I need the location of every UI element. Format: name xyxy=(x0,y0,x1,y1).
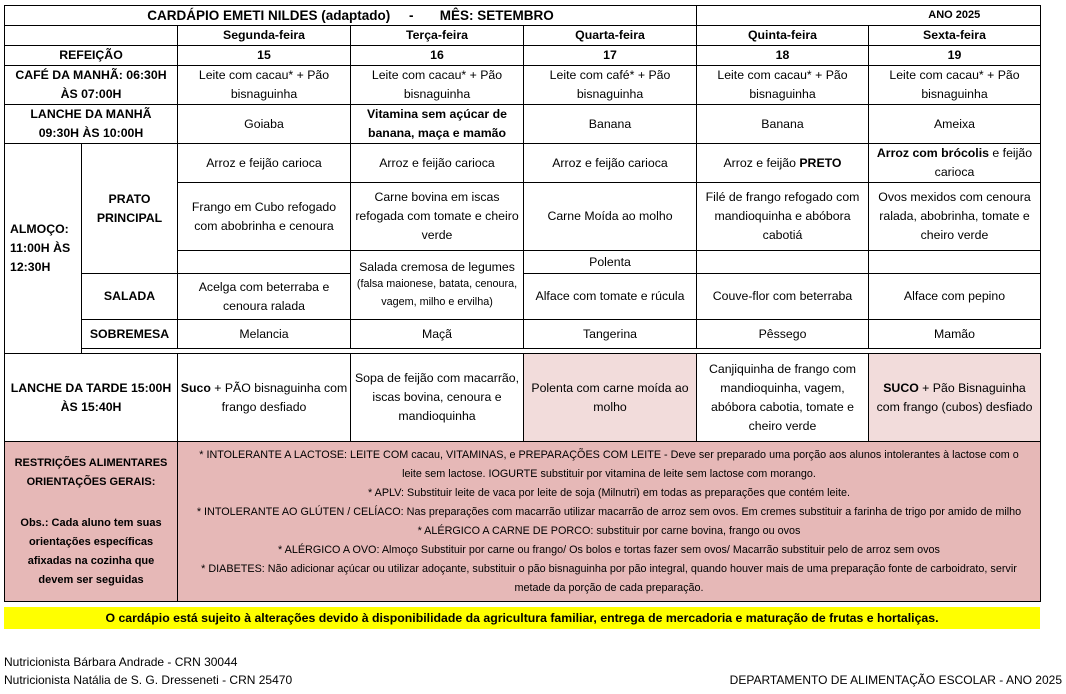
lanche-tarde-cell xyxy=(869,354,1041,442)
blank-cell xyxy=(178,251,351,274)
arroz-cell xyxy=(697,144,869,183)
restricoes-title: RESTRIÇÕES ALIMENTARES ORIENTAÇÕES GERAIS: xyxy=(14,456,168,488)
blank-cell xyxy=(697,6,869,26)
lanche-tarde-cell: Sopa de feijão com macarrão, iscas bovina, cenoura e mandioquinha xyxy=(351,354,524,442)
menu-table xyxy=(4,5,1041,602)
notice-banner: O cardápio está sujeito à alterações devido à disponibilidade da agricultura familiar, entrega de mercadoria e maturação de frutas e hortaliças. xyxy=(4,607,1040,629)
restricao-item: * APLV: Substituir leite de vaca por leite de soja (Milnutri) em todas as preparações que contém leite. xyxy=(368,486,850,499)
sobremesa-cell: Tangerina xyxy=(524,320,697,349)
day-date: 18 xyxy=(697,46,869,66)
lanche-tarde-mon-bold: Suco xyxy=(180,380,211,395)
lanche-tarde-label: LANCHE DA TARDE 15:00H ÀS 15:40H xyxy=(5,354,178,442)
arroz-cell: Arroz e feijão carioca xyxy=(178,144,351,183)
salada-cell: Acelga com beterraba e cenoura ralada xyxy=(178,274,351,320)
restricoes-cell xyxy=(178,442,1041,602)
salada-cell: Alface com pepino xyxy=(869,274,1041,320)
lanche-tarde-cell: Polenta com carne moída ao molho xyxy=(524,354,697,442)
restricoes-label-cell xyxy=(5,442,178,602)
lanche-manha-cell: Banana xyxy=(524,105,697,144)
menu-year: ANO 2025 xyxy=(869,6,1041,26)
blank-cell xyxy=(5,26,178,46)
lanche-manha-cell: Goiaba xyxy=(178,105,351,144)
salada-cremosa-cell xyxy=(351,251,524,320)
salada-cell: Couve-flor com beterraba xyxy=(697,274,869,320)
restricoes-obs: Obs.: Cada aluno tem suas orientações específicas afixadas na cozinha que devem ser seguidas xyxy=(20,516,162,586)
arroz-thu-text: Arroz e feijão xyxy=(723,155,796,170)
day-date: 19 xyxy=(869,46,1041,66)
cafe-cell: Leite com café* + Pão bisnaguinha xyxy=(524,66,697,105)
arroz-fri-bold: Arroz com brócolis xyxy=(876,146,989,160)
cafe-label: CAFÉ DA MANHÃ: 06:30H ÀS 07:00H xyxy=(5,66,178,105)
salada-cremosa-detail: (falsa maionese, batata, cenoura, vagem, milho e ervilha) xyxy=(356,278,518,308)
lanche-tarde-fri-text: + Pão Bisnaguinha com frango (cubos) desfiado xyxy=(876,380,1033,414)
day-date: 15 xyxy=(178,46,351,66)
sobremesa-cell: Mamão xyxy=(869,320,1041,349)
day-name: Quarta-feira xyxy=(524,26,697,46)
lanche-tarde-cell: Canjiquinha de frango com mandioquinha, vagem, abóbora cabotia, tomate e cheiro verde xyxy=(697,354,869,442)
nutricionista-2: Nutricionista Natália de S. G. Dresseneti - CRN 25470 xyxy=(4,673,293,687)
day-date: 16 xyxy=(351,46,524,66)
lanche-manha-label: LANCHE DA MANHÃ 09:30H ÀS 10:00H xyxy=(5,105,178,144)
day-name: Terça-feira xyxy=(351,26,524,46)
sobremesa-cell: Melancia xyxy=(178,320,351,349)
salada-cell: Alface com tomate e rúcula xyxy=(524,274,697,320)
salada-label: SALADA xyxy=(82,274,178,320)
arroz-cell: Arroz e feijão carioca xyxy=(524,144,697,183)
lanche-tarde-fri-bold: SUCO xyxy=(883,380,919,395)
polenta-cell: Polenta xyxy=(524,251,697,274)
blank-cell xyxy=(697,251,869,274)
day-name: Sexta-feira xyxy=(869,26,1041,46)
proteina-cell: Carne bovina em iscas refogada com tomate e cheiro verde xyxy=(351,183,524,251)
lanche-tarde-cell xyxy=(178,354,351,442)
day-name: Quinta-feira xyxy=(697,26,869,46)
cafe-cell: Leite com cacau* + Pão bisnaguinha xyxy=(697,66,869,105)
arroz-cell xyxy=(869,144,1041,183)
restricao-item: * DIABETES: Não adicionar açúcar ou utilizar adoçante, substituir o pão bisnaguinha por pão integral, quando houver mais de uma preparação fonte de carboidrato, servir metade da porção de cada preparação. xyxy=(201,562,1017,594)
day-date: 17 xyxy=(524,46,697,66)
lanche-tarde-mon-text: + PÃO bisnaguinha com frango desfiado xyxy=(210,380,348,414)
sobremesa-label: SOBREMESA xyxy=(82,320,178,349)
lanche-manha-cell: Banana xyxy=(697,105,869,144)
sobremesa-cell: Maçã xyxy=(351,320,524,349)
restricao-item: * INTOLERANTE AO GLÚTEN / CELÍACO: Nas preparações com macarrão utilizar macarrão de arroz sem ovos. Em cremes substituir a farinha de trigo por amido de milho xyxy=(196,505,1022,518)
arroz-cell: Arroz e feijão carioca xyxy=(351,144,524,183)
cafe-cell: Leite com cacau* + Pão bisnaguinha xyxy=(869,66,1041,105)
nutricionista-1: Nutricionista Bárbara Andrade - CRN 30044 xyxy=(4,655,238,669)
title-separator: - xyxy=(409,8,414,23)
proteina-cell: Filé de frango refogado com mandioquinha e abóbora cabotiá xyxy=(697,183,869,251)
menu-title-cell xyxy=(5,6,697,26)
department: DEPARTAMENTO DE ALIMENTAÇÃO ESCOLAR - ANO 2025 xyxy=(729,673,1062,687)
salada-cremosa-title: Salada cremosa de legumes xyxy=(359,260,515,274)
sobremesa-cell: Pêssego xyxy=(697,320,869,349)
refeicao-header: REFEIÇÃO xyxy=(5,46,178,66)
restricao-item: * ALÉRGICO A OVO: Almoço Substituir por carne ou frango/ Os bolos e tortas fazer sem ovos/ Macarrão substituir pelo de arroz sem ovos xyxy=(278,543,940,556)
arroz-thu-bold: PRETO xyxy=(799,155,842,170)
restricao-item: * INTOLERANTE A LACTOSE: LEITE COM cacau, VITAMINAS, e PREPARAÇÕES COM LEITE - Deve ser preparado uma porção aos alunos intolerantes à lactose com o leite sem lactose. IOGURTE substituir por vitamina de leite sem lactose com morango. xyxy=(199,448,1019,480)
lanche-manha-cell: Ameixa xyxy=(869,105,1041,144)
cafe-cell: Leite com cacau* + Pão bisnaguinha xyxy=(178,66,351,105)
menu-title: CARDÁPIO EMETI NILDES (adaptado) xyxy=(147,8,391,23)
proteina-cell: Ovos mexidos com cenoura ralada, abobrinha, tomate e cheiro verde xyxy=(869,183,1041,251)
restricao-item: * ALÉRGICO A CARNE DE PORCO: substituir por carne bovina, frango ou ovos xyxy=(417,524,801,537)
menu-month: MÊS: SETEMBRO xyxy=(439,8,554,23)
day-name: Segunda-feira xyxy=(178,26,351,46)
proteina-cell: Frango em Cubo refogado com abobrinha e cenoura xyxy=(178,183,351,251)
blank-cell xyxy=(869,251,1041,274)
cafe-cell: Leite com cacau* + Pão bisnaguinha xyxy=(351,66,524,105)
proteina-cell: Carne Moída ao molho xyxy=(524,183,697,251)
arroz-fri-text: e feijão carioca xyxy=(934,146,1033,179)
almoco-label: ALMOÇO: 11:00H ÀS 12:30H xyxy=(5,144,82,354)
lanche-manha-cell: Vitamina sem açúcar de banana, maça e mamão xyxy=(351,105,524,144)
prato-principal-label: PRATO PRINCIPAL xyxy=(82,144,178,274)
